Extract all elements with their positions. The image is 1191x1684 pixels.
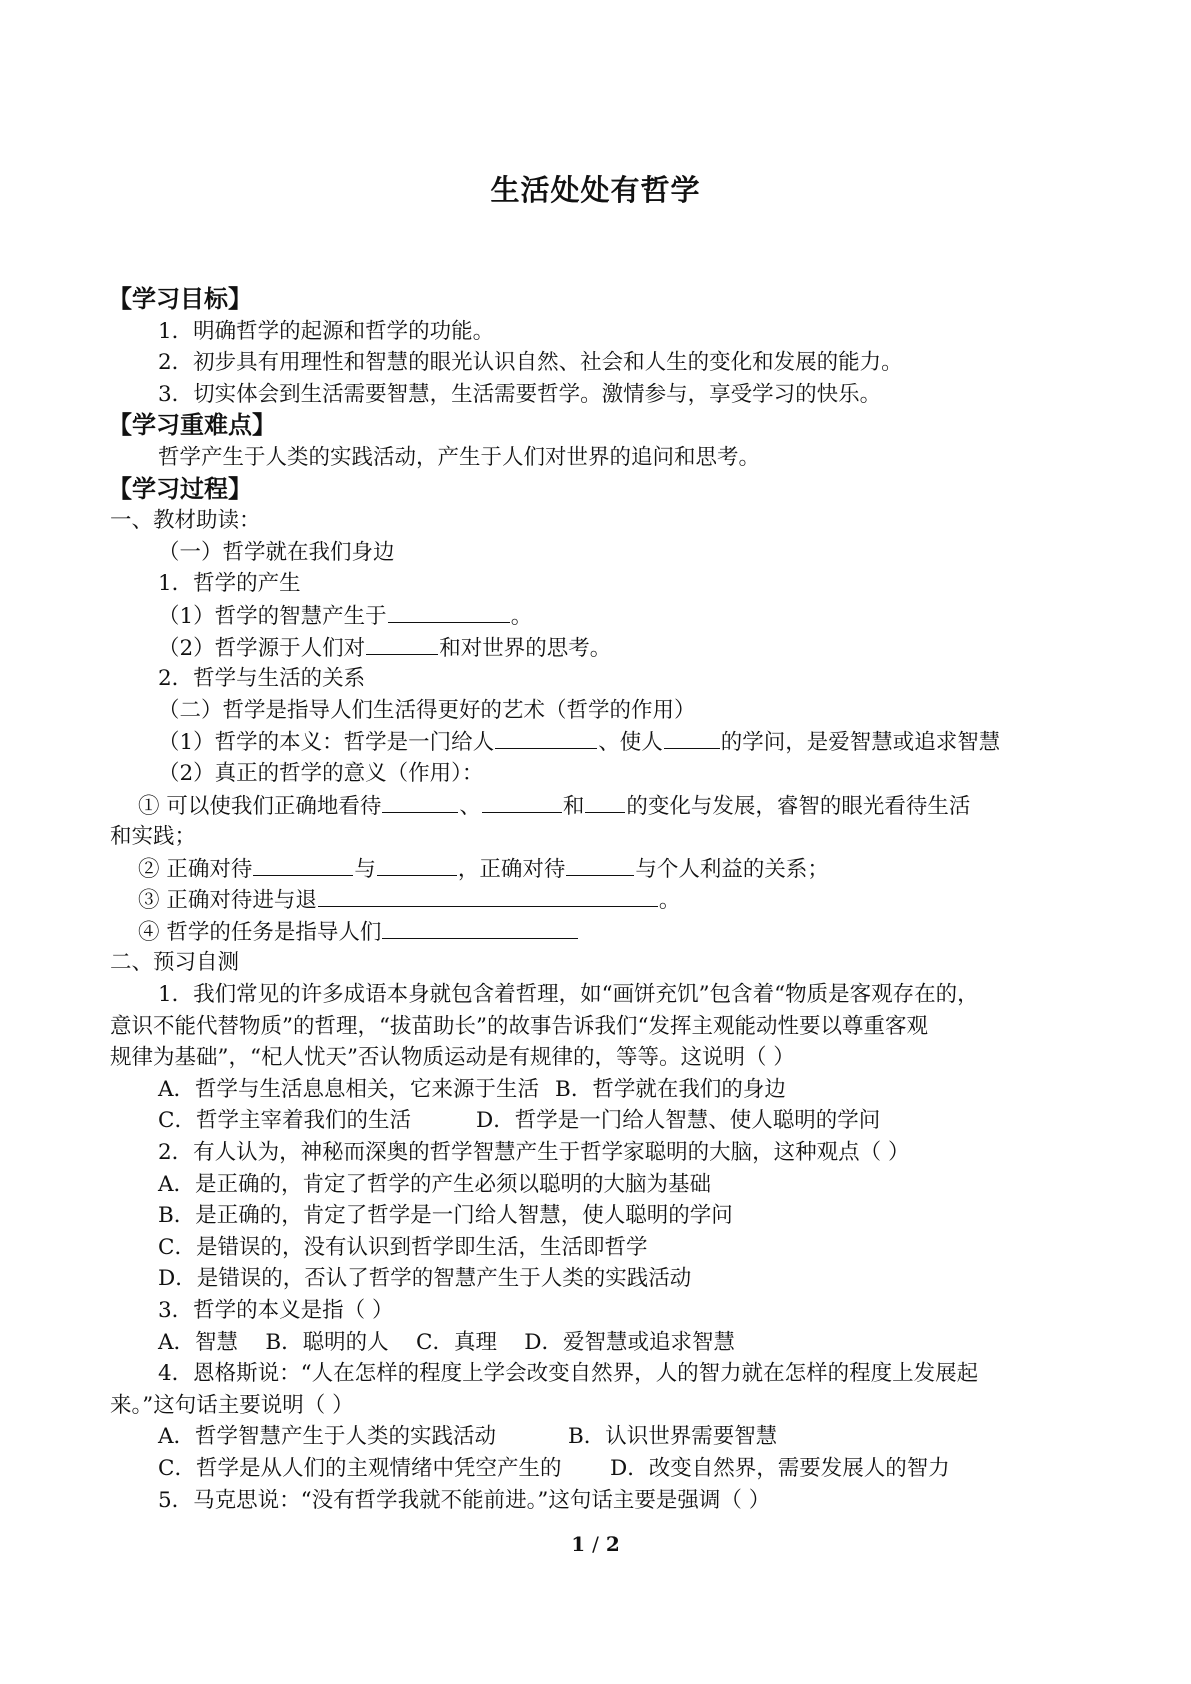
fill-text: 和对世界的思考。 xyxy=(439,635,612,661)
option-row xyxy=(110,1105,1090,1137)
answer-blank[interactable] xyxy=(482,790,562,813)
fill-text: ，正确对待 xyxy=(457,856,566,882)
fill-text: 、使人 xyxy=(598,730,663,756)
option-row xyxy=(110,1453,1090,1485)
option-row xyxy=(110,1421,1090,1453)
question-text: 4．恩格斯说：“人在怎样的程度上学会改变自然界，人的智力就在怎样的程度上发展起 xyxy=(158,1361,979,1387)
subsection-heading: （一）哲学就在我们身边 xyxy=(158,539,395,565)
item-text: 和实践； xyxy=(110,824,197,850)
page-current: 1 xyxy=(571,1532,586,1556)
answer-blank[interactable] xyxy=(318,884,658,907)
question-text: 意识不能代替物质”的哲理，“拔苗助长”的故事告诉我们“发挥主观能动性要以尊重客观 xyxy=(110,1013,928,1039)
page-total: 2 xyxy=(605,1532,620,1556)
fill-text: ① 可以使我们正确地看待 xyxy=(138,793,382,819)
fill-text: 与 xyxy=(354,856,376,882)
fill-text: ② 正确对待 xyxy=(138,856,253,882)
page-number xyxy=(0,1532,1191,1556)
fill-text: 的学问，是爱智慧或追求智慧 xyxy=(720,730,1001,756)
goal-item: 2．初步具有用理性和智慧的眼光认识自然、社会和人生的变化和发展的能力。 xyxy=(158,350,903,376)
option[interactable]: A．是正确的，肯定了哲学的产生必须以聪明的大脑为基础 xyxy=(158,1171,712,1197)
option[interactable]: D．是错误的，否认了哲学的智慧产生于人类的实践活动 xyxy=(158,1266,692,1292)
question-text: 规律为基础”，“杞人忧天”否认物质运动是有规律的，等等。这说明（ ） xyxy=(110,1045,795,1071)
fill-line xyxy=(110,853,1090,885)
answer-blank[interactable] xyxy=(253,853,353,876)
answer-blank[interactable] xyxy=(495,726,597,749)
answer-blank[interactable] xyxy=(566,853,634,876)
fill-text: （1）哲学的智慧产生于 xyxy=(158,603,387,629)
answer-blank[interactable] xyxy=(382,790,458,813)
section-heading-goals: 【学习目标】 xyxy=(108,285,252,313)
key-points-text: 哲学产生于人类的实践活动，产生于人们对世界的追问和思考。 xyxy=(158,444,761,470)
question-text: 2．有人认为，神秘而深奥的哲学智慧产生于哲学家聪明的大脑，这种观点（ ） xyxy=(158,1140,910,1166)
answer-blank[interactable] xyxy=(664,726,720,749)
document-body xyxy=(110,284,1090,1516)
fill-text: 。 xyxy=(510,603,533,629)
fill-text: （2）哲学源于人们对 xyxy=(158,635,366,661)
item-text: （2）真正的哲学的意义（作用）： xyxy=(158,760,484,786)
option[interactable]: A．哲学与生活息息相关，它来源于生活 xyxy=(158,1076,540,1102)
option[interactable]: C．是错误的，没有认识到哲学即生活，生活即哲学 xyxy=(158,1234,648,1260)
item-text: 2．哲学与生活的关系 xyxy=(158,666,366,692)
part-heading: 一、教材助读： xyxy=(110,508,261,534)
question-text: 5．马克思说：“没有哲学我就不能前进。”这句话主要是强调（ ） xyxy=(158,1487,771,1513)
option[interactable]: B．是正确的，肯定了哲学是一门给人智慧，使人聪明的学问 xyxy=(158,1203,733,1229)
question-text: 3．哲学的本义是指（ ） xyxy=(158,1298,394,1323)
section-heading-process: 【学习过程】 xyxy=(108,474,252,503)
document-title: 生活处处有哲学 xyxy=(490,173,701,207)
subsection-heading: （二）哲学是指导人们生活得更好的艺术（哲学的作用） xyxy=(158,697,696,723)
part-heading: 二、预习自测 xyxy=(110,950,240,976)
fill-text: 的变化与发展，睿智的眼光看待生活 xyxy=(626,793,971,819)
answer-blank[interactable] xyxy=(388,600,510,623)
fill-text: 和 xyxy=(562,793,585,819)
section-heading-key-points: 【学习重难点】 xyxy=(108,411,276,440)
fill-line xyxy=(110,884,1090,916)
option[interactable]: D．改变自然界，需要发展人的智力 xyxy=(610,1455,950,1481)
answer-blank[interactable] xyxy=(382,916,578,939)
answer-blank[interactable] xyxy=(377,853,457,876)
fill-text: ④ 哲学的任务是指导人们 xyxy=(138,919,382,945)
fill-line xyxy=(110,790,1090,822)
option[interactable]: A．哲学智慧产生于人类的实践活动 xyxy=(158,1424,497,1450)
option-row[interactable]: A．智慧 B．聪明的人 C．真理 D．爱智慧或追求智慧 xyxy=(158,1329,736,1355)
question-text: 1．我们常见的许多成语本身就包含着哲理，如“画饼充饥”包含着“物质是客观存在的， xyxy=(158,982,979,1008)
fill-text: ③ 正确对待进与退 xyxy=(138,888,317,914)
option[interactable]: B．认识世界需要智慧 xyxy=(568,1424,778,1450)
fill-line xyxy=(110,726,1090,758)
item-text: 1．哲学的产生 xyxy=(158,571,301,597)
fill-text: （1）哲学的本义：哲学是一门给人 xyxy=(158,730,495,756)
fill-line xyxy=(110,632,1090,664)
option[interactable]: B．哲学就在我们的身边 xyxy=(555,1076,786,1102)
question-text: 来。”这句话主要说明（ ） xyxy=(110,1392,354,1418)
fill-text: 与个人利益的关系； xyxy=(635,856,829,882)
fill-line xyxy=(110,600,1090,632)
fill-text: 、 xyxy=(459,793,481,819)
page-separator: / xyxy=(592,1532,599,1556)
goal-item: 3．切实体会到生活需要智慧，生活需要哲学。激情参与，享受学习的快乐。 xyxy=(158,381,882,407)
option[interactable]: C．哲学是从人们的主观情绪中凭空产生的 xyxy=(158,1455,562,1481)
option[interactable]: C．哲学主宰着我们的生活 xyxy=(158,1108,411,1134)
answer-blank[interactable] xyxy=(585,790,625,813)
option[interactable]: D．哲学是一门给人智慧、使人聪明的学问 xyxy=(476,1108,881,1134)
fill-text: 。 xyxy=(658,888,681,914)
answer-blank[interactable] xyxy=(366,632,438,655)
goal-item: 1．明确哲学的起源和哲学的功能。 xyxy=(158,318,495,344)
fill-line xyxy=(110,916,1090,948)
option-row xyxy=(110,1074,1090,1106)
